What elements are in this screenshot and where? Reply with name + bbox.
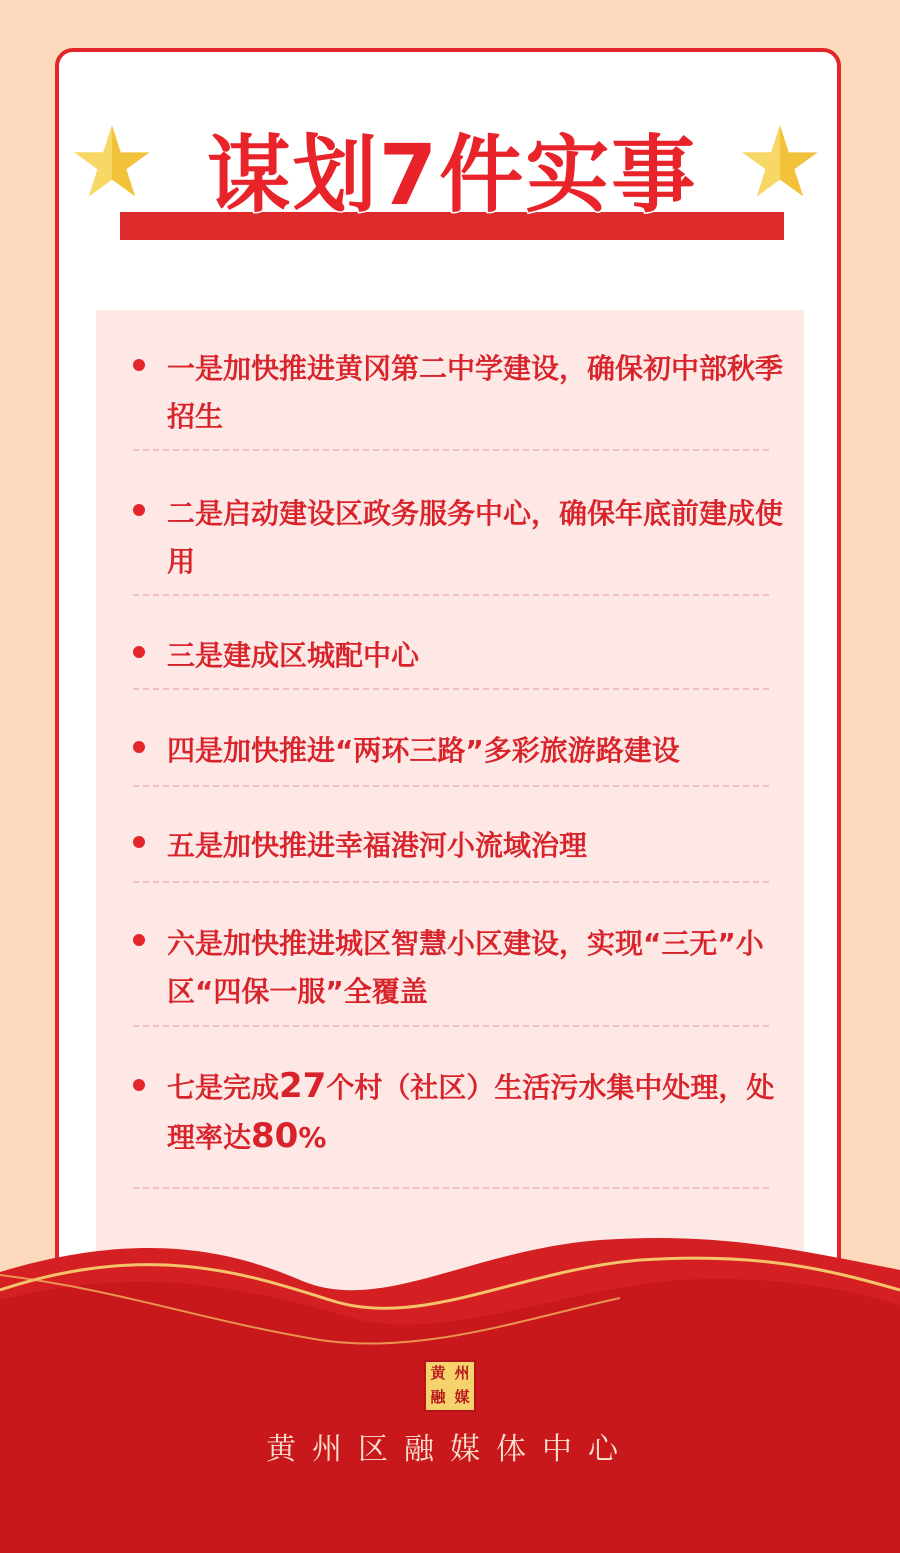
item-text: 四是加快推进“两环三路”多彩旅游路建设 [167, 734, 680, 767]
bullet-dot-icon [133, 646, 145, 658]
item-text-part: % [298, 1121, 327, 1154]
item-number: 27 [279, 1066, 327, 1106]
dashed-divider [133, 688, 769, 690]
seal-logo-icon [424, 1360, 476, 1412]
item-text: 一是加快推进黄冈第二中学建设，确保初中部秋季招生 [167, 352, 784, 433]
item-text: 三是建成区城配中心 [167, 639, 420, 672]
dashed-divider [133, 594, 769, 596]
item-text: 五是加快推进幸福港河小流域治理 [167, 829, 588, 862]
dashed-divider [133, 881, 769, 883]
dashed-divider [133, 449, 769, 451]
bullet-dot-icon [133, 359, 145, 371]
seal-char: 黄 [430, 1364, 446, 1382]
item-text [167, 1062, 783, 1162]
dashed-divider [133, 1025, 769, 1027]
bullet-dot-icon [133, 741, 145, 753]
item-text-part: 七是完成 [167, 1071, 280, 1104]
bullet-dot-icon [133, 836, 145, 848]
seal-char: 融 [430, 1388, 446, 1406]
bullet-dot-icon [133, 934, 145, 946]
dashed-divider [133, 785, 769, 787]
seal-char: 媒 [454, 1388, 470, 1406]
item-text-part: 个村（社区）生活污水集中处理，处理率达 [167, 1071, 775, 1154]
seal-char: 州 [454, 1364, 470, 1382]
bullet-dot-icon [133, 504, 145, 516]
bullet-dot-icon [133, 1079, 145, 1091]
item-text: 二是启动建设区政务服务中心，确保年底前建成使用 [167, 497, 784, 578]
item-text: 六是加快推进城区智慧小区建设，实现“三无”小区“四保一服”全覆盖 [167, 927, 764, 1008]
footer-org-name: 黄州区融媒体中心 [266, 1432, 634, 1467]
page-title: 谋划7件实事 [206, 126, 698, 224]
item-number: 80 [251, 1116, 299, 1156]
